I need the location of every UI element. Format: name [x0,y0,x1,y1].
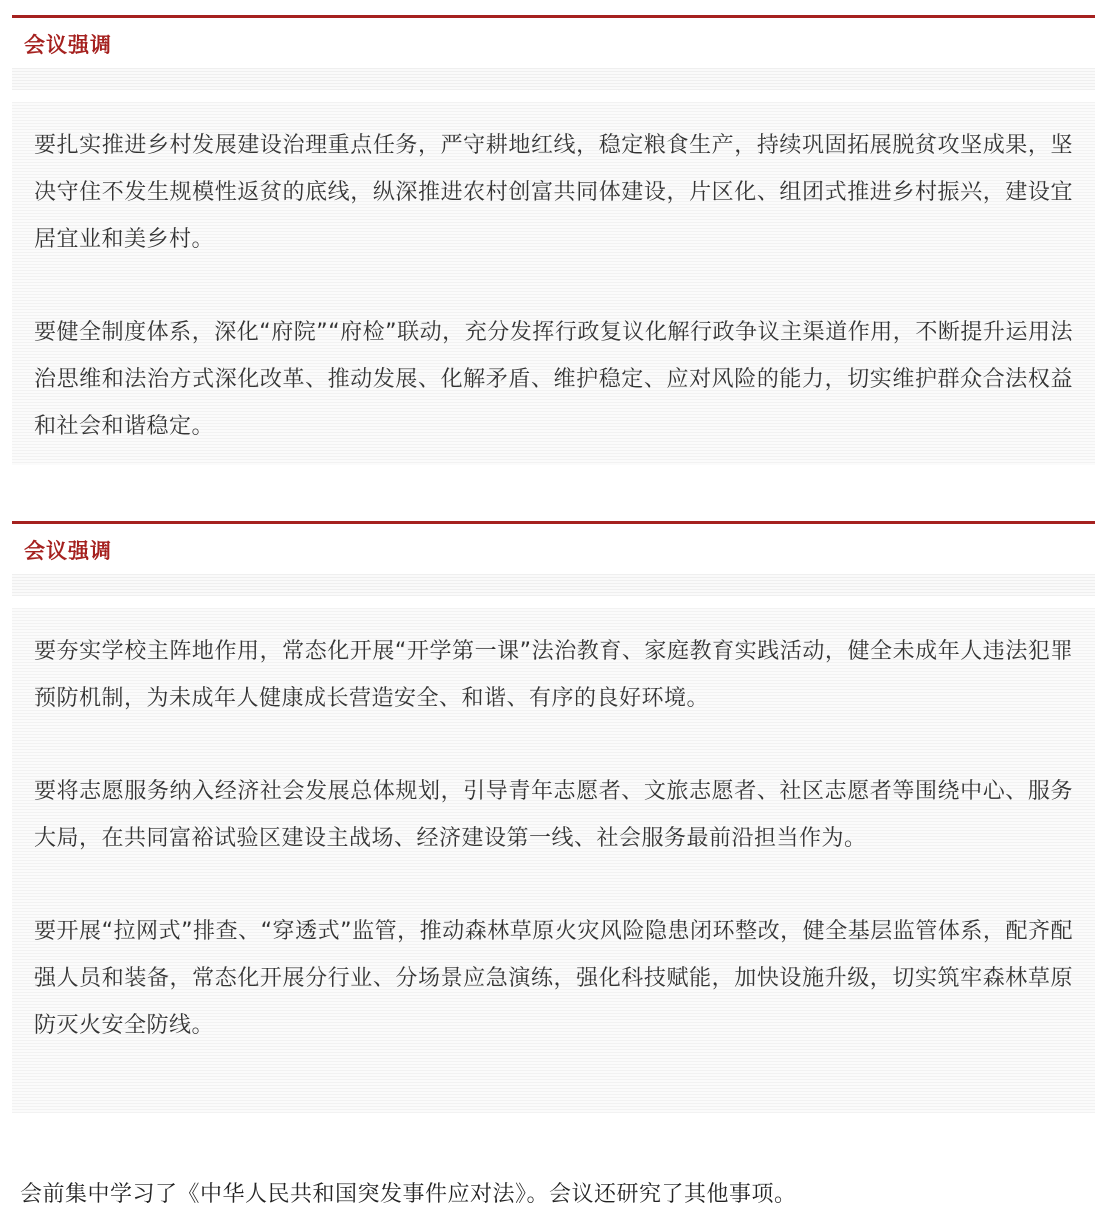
header-divider [12,68,1095,90]
emphasis-section-1 [12,15,1095,465]
closing-paragraph: 会前集中学习了《中华人民共和国突发事件应对法》。会议还研究了其他事项。 [20,1182,797,1207]
paragraph: 要开展“拉网式”排查、“穿透式”监管，推动森林草原火灾风险隐患闭环整改，健全基层监管体系，配齐配强人员和装备，常态化开展分行业、分场景应急演练，强化科技赋能，加快设施升级，切实筑牢森林草原防灭火安全防线。 [34,919,1073,1038]
section-title: 会议强调 [24,539,112,563]
header-divider [12,574,1095,596]
section-body [12,608,1095,1113]
paragraph: 要扎实推进乡村发展建设治理重点任务，严守耕地红线，稳定粮食生产，持续巩固拓展脱贫攻坚成果，坚决守住不发生规模性返贫的底线，纵深推进农村创富共同体建设，片区化、组团式推进乡村振兴，建设宜居宜业和美乡村。 [34,133,1073,252]
section-body [12,102,1095,465]
paragraph: 要健全制度体系，深化“府院”“府检”联动，充分发挥行政复议化解行政争议主渠道作用，不断提升运用法治思维和法治方式深化改革、推动发展、化解矛盾、维护稳定、应对风险的能力，切实维护群众合法权益和社会和谐稳定。 [34,320,1073,439]
section-title: 会议强调 [24,33,112,57]
section-header [12,521,1095,577]
paragraph: 要夯实学校主阵地作用，常态化开展“开学第一课”法治教育、家庭教育实践活动，健全未成年人违法犯罪预防机制，为未成年人健康成长营造安全、和谐、有序的良好环境。 [34,639,1073,711]
paragraph: 要将志愿服务纳入经济社会发展总体规划，引导青年志愿者、文旅志愿者、社区志愿者等围绕中心、服务大局，在共同富裕试验区建设主战场、经济建设第一线、社会服务最前沿担当作为。 [34,779,1073,851]
section-header [12,15,1095,71]
emphasis-section-2 [12,521,1095,1113]
